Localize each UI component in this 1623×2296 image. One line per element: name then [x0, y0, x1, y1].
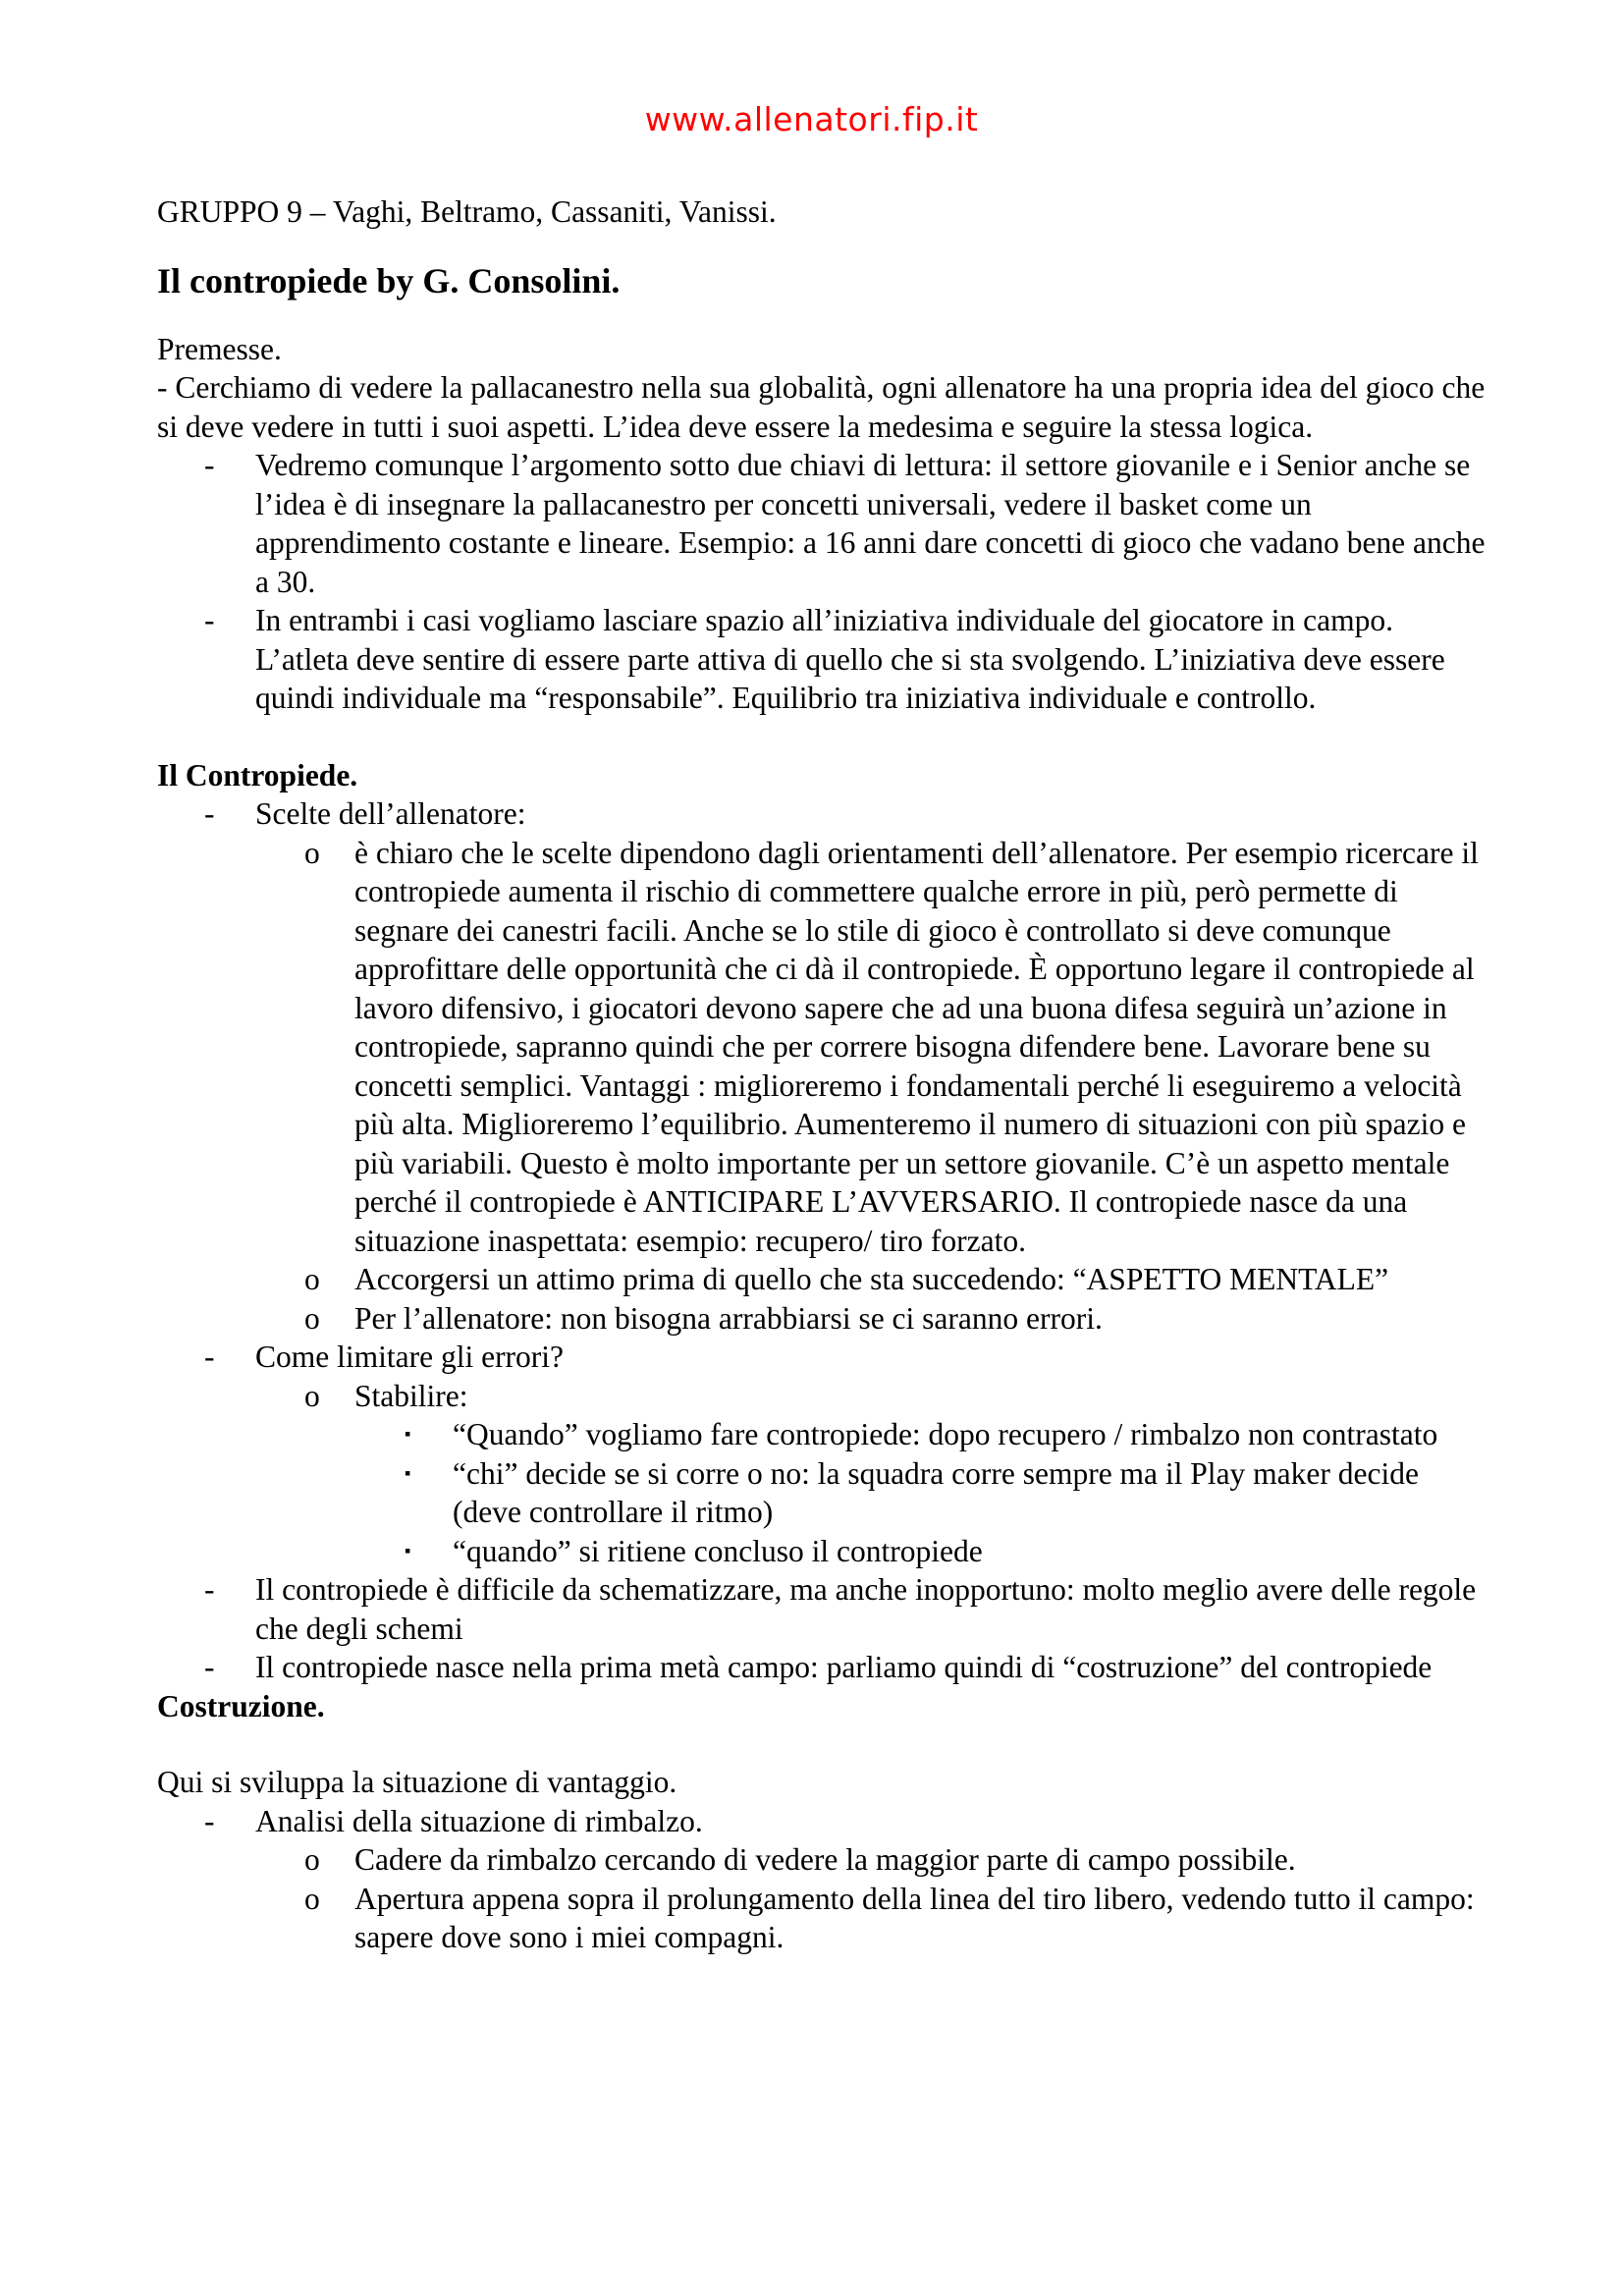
- list-item-text: Stabilire:: [354, 1378, 468, 1413]
- list-item-text: Il contropiede è difficile da schematizzare, ma anche inopportuno: molto meglio avere delle regole che degli schemi: [255, 1572, 1477, 1646]
- list-item-text: “chi” decide se si corre o no: la squadra corre sempre ma il Play maker decide (deve controllare il ritmo): [453, 1455, 1419, 1529]
- list-item: [157, 446, 1492, 601]
- dash-bullet: -: [204, 448, 215, 482]
- list-item-text: Per l’allenatore: non bisogna arrabbiarsi se ci saranno errori.: [354, 1300, 1103, 1336]
- list-item: [157, 1802, 1492, 1841]
- list-item-text: Scelte dell’allenatore:: [255, 796, 526, 831]
- spacer: [157, 1725, 1492, 1763]
- list-item-text: Analisi della situazione di rimbalzo.: [255, 1803, 703, 1838]
- square-bullet: ▪: [405, 1462, 411, 1483]
- list-item-text: “quando” si ritiene concluso il contropiede: [453, 1533, 983, 1568]
- premesse-intro: - Cerchiamo di vedere la pallacanestro nella sua globalità, ogni allenatore ha una propria idea del gioco che si deve vedere in tutti i suoi aspetti. L’idea deve essere la medesima e seguire la stessa logica.: [157, 370, 1486, 444]
- dash-bullet: -: [204, 1803, 215, 1838]
- sub-list-item: [157, 1377, 1492, 1416]
- square-bullet: ▪: [405, 1424, 411, 1444]
- document-body: [157, 192, 1492, 1957]
- contropiede-heading: Il Contropiede.: [157, 757, 358, 793]
- list-item-text: Accorgersi un attimo prima di quello che sta succedendo: “ASPETTO MENTALE”: [354, 1262, 1389, 1296]
- sub-sub-list-item: [157, 1454, 1492, 1532]
- list-item-text: Il contropiede nasce nella prima metà campo: parliamo quindi di “costruzione” del contropiede: [255, 1650, 1433, 1684]
- dash-bullet: -: [204, 603, 215, 637]
- list-item: [157, 1648, 1492, 1687]
- dash-bullet: -: [204, 1572, 215, 1607]
- list-item-text: Apertura appena sopra il prolungamento della linea del tiro libero, vedendo tutto il campo: sapere dove sono i miei compagni.: [354, 1881, 1475, 1954]
- sub-list-item: [157, 1299, 1492, 1339]
- sub-list-item: [157, 1260, 1492, 1299]
- list-item: [157, 1570, 1492, 1648]
- circle-bullet: o: [304, 1262, 320, 1296]
- sub-sub-list-item: [157, 1532, 1492, 1571]
- group-line: GRUPPO 9 – Vaghi, Beltramo, Cassaniti, Vanissi.: [157, 194, 777, 229]
- dash-bullet: -: [204, 1339, 215, 1374]
- costruzione-intro: Qui si sviluppa la situazione di vantaggio.: [157, 1765, 677, 1799]
- sub-list-item: [157, 834, 1492, 1261]
- premesse-heading: Premesse.: [157, 331, 282, 366]
- list-item-text: Come limitare gli errori?: [255, 1339, 565, 1374]
- list-item: [157, 601, 1492, 718]
- list-item-text: In entrambi i casi vogliamo lasciare spazio all’iniziativa individuale del giocatore in campo. L’atleta deve sentire di essere parte attiva di quello che si sta svolgendo. L’iniziativa deve essere quindi individuale ma “responsabile”. Equilibrio tra iniziativa individuale e controllo.: [255, 603, 1445, 715]
- square-bullet: ▪: [405, 1540, 411, 1560]
- list-item-text: è chiaro che le scelte dipendono dagli orientamenti dell’allenatore. Per esempio ricercare il contropiede aumenta il rischio di commettere qualche errore in più, però permette di segnare dei canestri facili. Anche se lo stile di gioco è controllato si deve comunque approfittare delle opportunità che ci dà il contropiede. È opportuno legare il contropiede al lavoro difensivo, i giocatori devono sapere che ad una buona difesa seguirà un’azione in contropiede, sapranno quindi che per correre bisogna difendere bene. Lavorare bene su concetti semplici. Vantaggi : miglioreremo i fondamentali perché li eseguiremo a velocità più alta. Miglioreremo l’equilibrio. Aumenteremo il numero di situazioni con più spazio e più variabili. Questo è molto importante per un settore giovanile. C’è un aspetto mentale perché il contropiede è ANTICIPARE L’AVVERSARIO. Il contropiede nasce da una situazione inaspettata: esempio: recupero/ tiro forzato.: [354, 835, 1479, 1258]
- sub-list-item: [157, 1840, 1492, 1880]
- sub-sub-list-item: [157, 1415, 1492, 1454]
- costruzione-heading: Costruzione.: [157, 1688, 325, 1723]
- circle-bullet: o: [304, 1881, 320, 1916]
- circle-bullet: o: [304, 835, 320, 870]
- sub-list-item: [157, 1880, 1492, 1957]
- spacer: [157, 718, 1492, 756]
- list-item-text: Cadere da rimbalzo cercando di vedere la maggior parte di campo possibile.: [354, 1842, 1296, 1877]
- header-url: www.allenatori.fip.it: [644, 100, 979, 138]
- circle-bullet: o: [304, 1378, 320, 1413]
- dash-bullet: -: [204, 1650, 215, 1684]
- list-item: [157, 1338, 1492, 1377]
- dash-bullet: -: [204, 796, 215, 831]
- document-title: Il contropiede by G. Consolini.: [157, 260, 621, 301]
- list-item: [157, 794, 1492, 834]
- list-item-text: “Quando” vogliamo fare contropiede: dopo recupero / rimbalzo non contrastato: [453, 1417, 1438, 1451]
- circle-bullet: o: [304, 1842, 320, 1877]
- list-item-text: Vedremo comunque l’argomento sotto due chiavi di lettura: il settore giovanile e i Senior anche se l’idea è di insegnare la pallacanestro per concetti universali, vedere il basket come un apprendimento costante e lineare. Esempio: a 16 anni dare concetti di gioco che vadano bene anche a 30.: [255, 448, 1486, 599]
- circle-bullet: o: [304, 1300, 320, 1336]
